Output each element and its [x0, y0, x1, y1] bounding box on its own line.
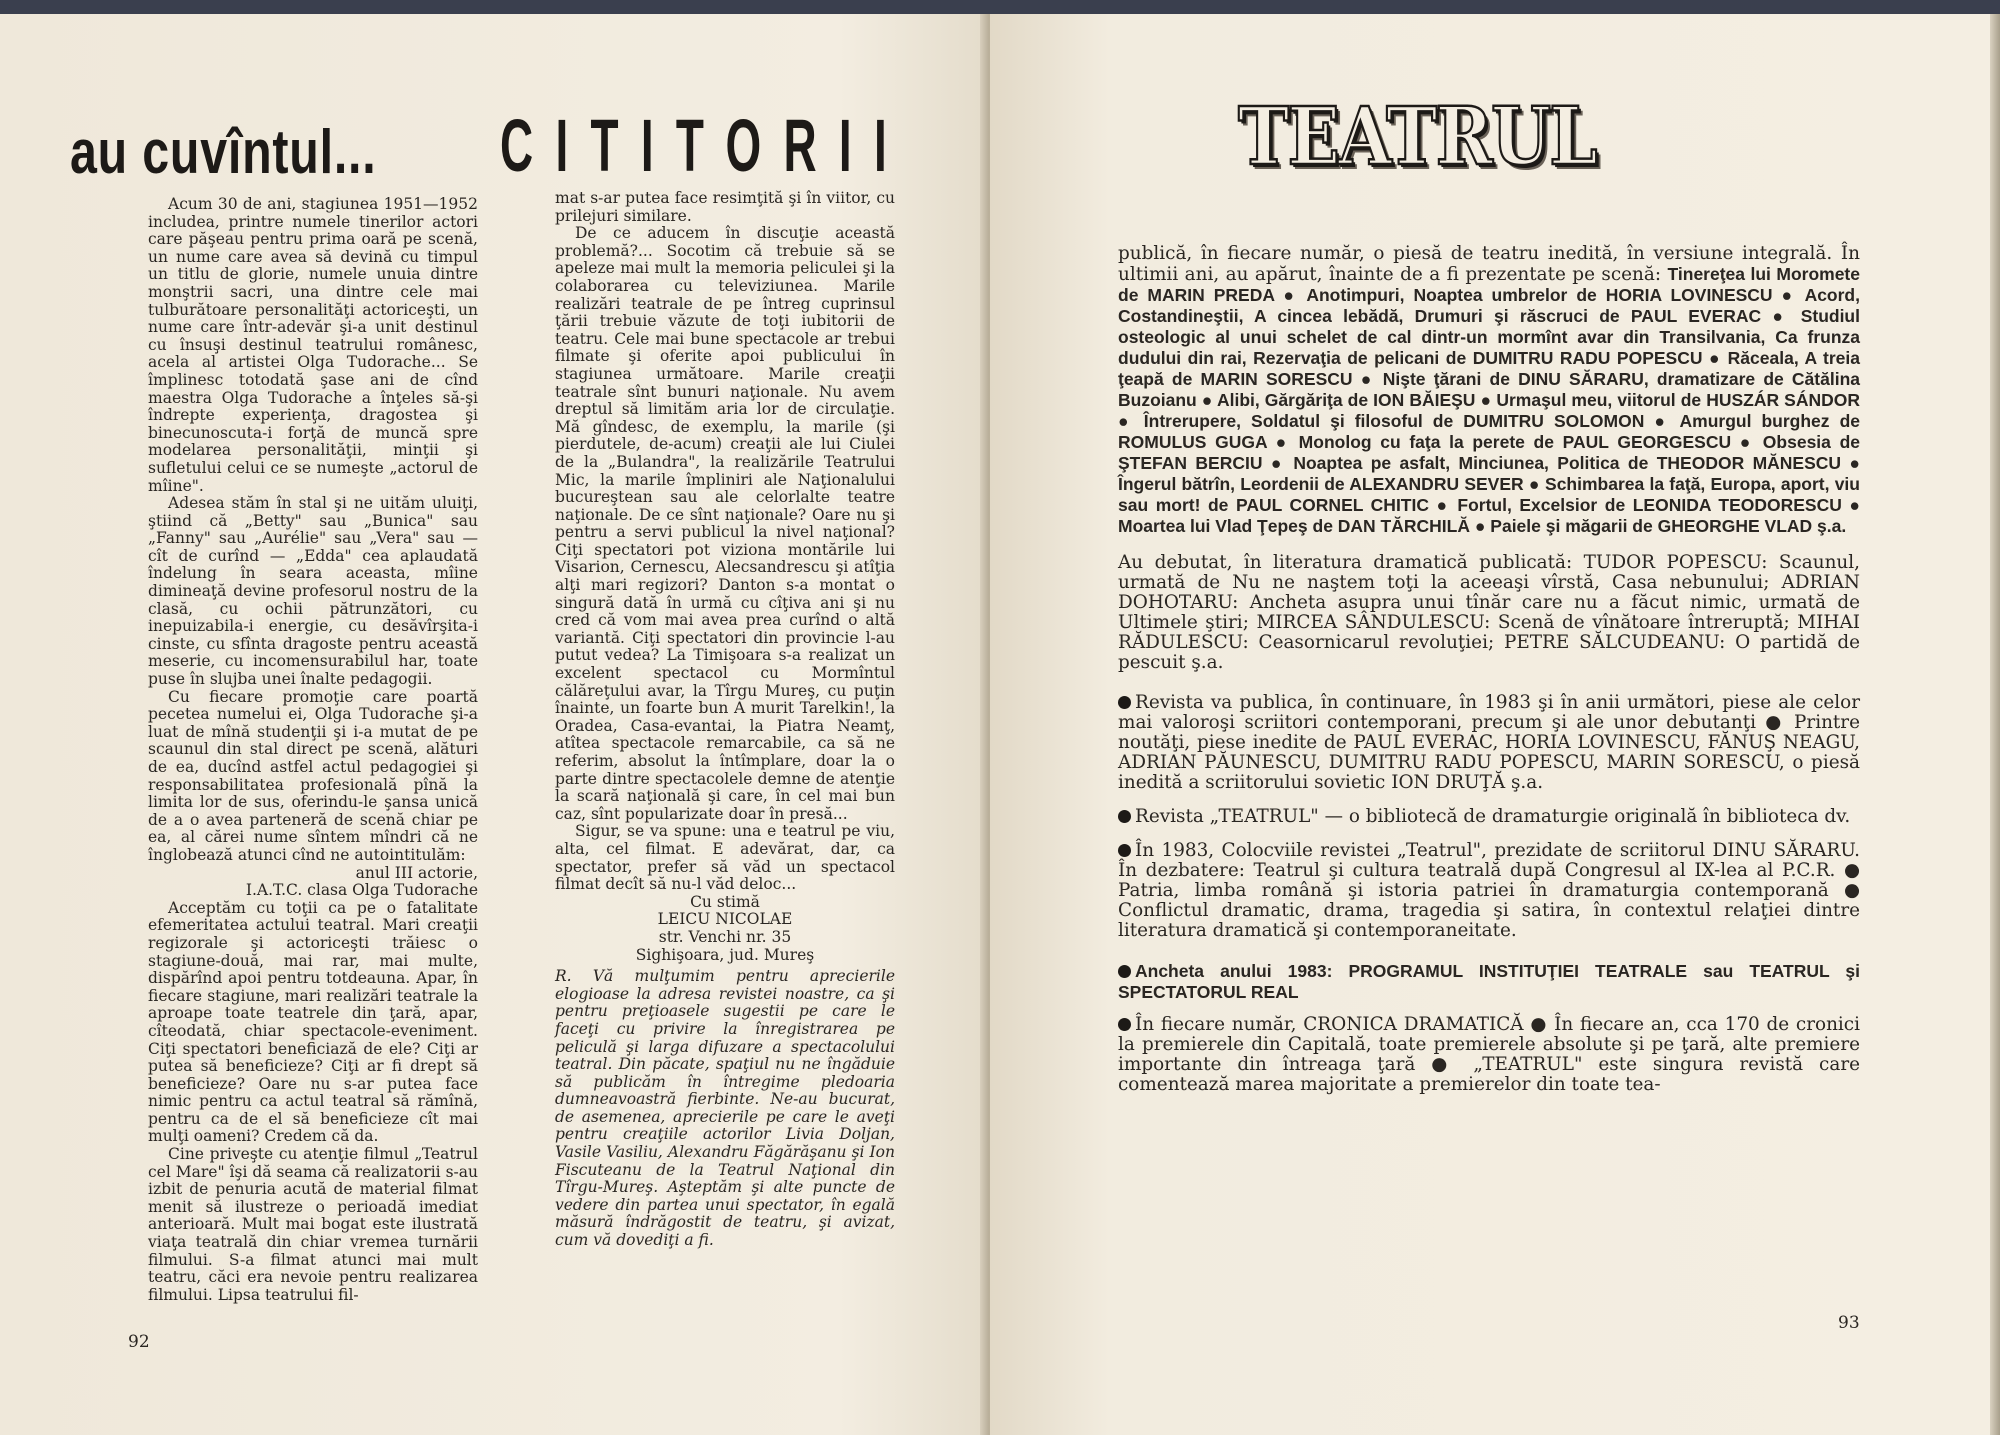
paragraph-future: Revista va publica, în continuare, în 1983 şi în anii următori, piese ale celor mai valoroşi scriitori contemporani, precum şi ale unor debutanţi ● Printre noutăţi, piese inedite de PAUL EVERAC, HORIA LOVINESCU, FĂNUŞ NEAGU, ADRIAN PĂUNESCU, DUMITRU RADU POPESCU, MARIN SORESCU, o piesă inedită a scriitorului sovietic ION DRUŢĂ ş.a. [1118, 692, 1860, 793]
editorial-reply: R. Vă mulţumim pentru aprecierile elogioase la adresa revistei noastre, ca şi pentru preţioasele sugestii pe care le faceţi cu privire la înregistrarea pe peliculă şi larga difuzare a spectacolului teatral. Din păcate, spaţiul nu ne îngăduie să publicăm în întregime pledoaria dumneavoastră fierbinte. Ne-au bucurat, de asemenea, aprecierile pe care le aveţi pentru creaţiile actorilor Livia Doljan, Vasile Vasiliu, Alexandru Făgărăşanu şi Ion Fiscuteanu de la Teatrul Naţional din Tîrgu-Mureş. Aşteptăm şi alte puncte de vedere din partea unui spectator, în egală măsură îndrăgostit de teatru, şi avizat, cum vă dovediţi a fi. [555, 967, 895, 1250]
page-edge [1990, 14, 2000, 1435]
paragraph: Adesea stăm în stal şi ne uităm uluiţi, ştiind că „Betty" sau „Bunica" sau „Fanny" sau „Aurélie" sau „Vera" sau — cît de curînd — „Edda" cea aplaudată îndelung în seara aceasta, mîine dimineaţă devine profesorul nostru de la clasă, cu ochii pătrunzători, cu inepuizabila-i energie, cu desăvîrşita-i cinste, cu sfînta dragoste pentru această meserie, cu incomensurabilul har, toate puse în slujba unei înalte pedagogii. [148, 494, 478, 689]
signature-line: anul III actorie, [355, 863, 478, 882]
left-column-1 [148, 196, 478, 1304]
paragraph: Cine priveşte cu atenţie filmul „Teatrul cel Mare" îşi dă seama că realizatorii s-au izbit de penuria acută de material filmat menit să ilustreze o perioadă imediat anterioară. Mult mai bogat este ilustrată viaţa teatrală din chiar vremea turnării filmului. S-a filmat atunci mai mult teatru, căci era nevoie pentru realizarea filmului. Lipsa teatrului fil- [148, 1145, 478, 1304]
page-title: TEATRUL [1238, 89, 1596, 183]
signature-line: str. Venchi nr. 35 [658, 927, 792, 946]
bullet-icon [1118, 844, 1131, 857]
page-number: 93 [1838, 1313, 1860, 1333]
intro-text: publică, în fiecare număr, o piesă de teatru inedită, în versiune integrală. În ultimii ani, au apărut, înainte de a fi prezentate pe scenă: [1118, 243, 1860, 285]
signature-name: LEICU NICOLAE [657, 910, 793, 929]
left-heading [70, 104, 910, 194]
heading-big: CITITORII [500, 104, 910, 187]
paragraph-survey: Ancheta anului 1983: PROGRAMUL INSTITUŢIEI TEATRALE sau TEATRUL şi SPECTATORUL REAL [1118, 961, 1860, 1002]
bullet-icon [1118, 1018, 1131, 1031]
signature-line: I.A.T.C. clasa Olga Tudorache [245, 881, 478, 900]
left-page [0, 14, 988, 1435]
debut-text: Au debutat, în literatura dramatică publicată: TUDOR POPESCU: Scaunul, urmată de Nu ne naştem toţi la aceeaşi vîrstă, Casa nebunului; ADRIAN DOHOTARU: Ancheta asupra unui tînăr care nu a făcut nimic, urmată de Ultimele ştiri; MIRCEA SÂNDULESCU: Scenă de vînătoare întreruptă; MIHAI RĂDULESCU: Ceasornicarul revoluţiei; PETRE SĂLCUDEANU: O partidă de pescuit ş.a. [1118, 552, 1860, 673]
play-list: Tinereţea lui Moromete de MARIN PREDA ● Anotimpuri, Noaptea umbrelor de HORIA LOVINESCU ● Acord, Costandineştii, A cincea lebădă, Drumuri şi răscruci de PAUL EVERAC ● Studiul osteologic al unui schelet de cal dintr-un mormînt avar din Transilvania, Ca frunza dudului din rai, Rezervaţia de pelicani de DUMITRU RADU POPESCU ● Răceala, A treia ţeapă de MARIN SORESCU ● Nişte ţărani de DINU SĂRARU, dramatizare de Cătălina Buzoianu ● Alibi, Gărgăriţa de ION BĂIEŞU ● Urmaşul meu, viitorul de HUSZÁR SÁNDOR ● Întrerupere, Soldatul şi filosoful de DUMITRU SOLOMON ● Amurgul burghez de ROMULUS GUGA ● Monolog cu faţa la perete de PAUL GEORGESCU ● Obsesia de ŞTEFAN BERCIU ● Noaptea pe asfalt, Minciunea, Politica de THEODOR MĂNESCU ● Îngerul bătrîn, Leordenii de ALEXANDRU SEVER ● Schimbarea la faţă, Europa, aport, viu sau mort! de PAUL CORNEL CHITIC ● Fortul, Excelsior de LEONIDA TEODORESCU ● Moartea lui Vlad Ţepeş de DAN TĂRCHILĂ ● Paiele şi măgarii de GHEORGHE VLAD ş.a. [1118, 264, 1860, 536]
heading-small: au cuvîntul... [70, 118, 377, 187]
bullet-icon [1118, 965, 1131, 978]
paragraph-intro [1118, 244, 1860, 537]
page-number: 92 [128, 1332, 150, 1352]
paragraph: Cu fiecare promoţie care poartă pecetea numelui ei, Olga Tudorache şi-a luat de mînă studenţii şi i-a mutat de pe scaunul din stal direct pe scenă, alături de ea, ducînd astfel actul pedagogiei şi responsabilitatea profesională pînă la limita lor de sus, oferindu-le şansa unică de a o avea parteneră de scenă chiar pe ea, al cărei nume sîntem mîndri că ne înglobează atunci cînd ne autointitulăm: [148, 687, 478, 864]
paragraph: Acceptăm cu toţii ca pe o fatalitate efemeritatea actului teatral. Mari creaţii regizorale şi actoriceşti trăiesc o stagiune-două, mai rar, mai multe, dispărînd apoi pentru totdeauna. Apar, în fiecare stagiune, mari realizări teatrale la aproape toate teatrele din ţară, apar, cîteodată, chiar spectacole-eveniment. Ciţi spectatori beneficiază de ele? Ciţi ar putea să beneficieze? Ciţi ar fi drept să beneficieze? Oare nu s-ar putea face nimic pentru ca actul teatral să rămînă, pentru ca de el să beneficieze cît mai mulţi oameni? Credem că da. [148, 898, 478, 1146]
right-text-block [1118, 244, 1860, 1095]
paragraph: Acum 30 de ani, stagiunea 1951—1952 includea, printre numele tinerilor actori care păşeau pentru prima oară pe scenă, un nume care avea să devină cu timpul un titlu de glorie, numele unuia dintre monştrii sacri, una dintre cele mai tulburătoare personalităţi actoriceşti, un nume care într-adevăr şi-a unit destinul cu însuşi destinul teatrului românesc, acela al artistei Olga Tudorache... Se împlinesc totodată şase ani de cînd maestra Olga Tudorache a înţeles să-şi îndrepte experienţa, dragostea şi binecunoscuta-i forţă de muncă spre modelarea personalităţii, minţii şi sufletului celui ce se numeşte „actorul de mîine". [148, 195, 478, 495]
paragraph-debut [1118, 553, 1860, 673]
paragraph: Sigur, se va spune: una e teatrul pe viu, alta, cel filmat. E adevărat, dar, ca spectator, prefer să văd un spectacol filmat decît să nu-l văd deloc... [555, 822, 895, 894]
signature-line: Sighişoara, jud. Mureş [635, 945, 815, 964]
bullet-icon [1118, 810, 1131, 823]
left-column-2 [555, 190, 895, 1250]
paragraph: mat s-ar putea face resimţită şi în viitor, cu prilejuri similare. [555, 189, 895, 225]
paragraph-library: Revista „TEATRUL" — o bibliotecă de dramaturgie originală în biblioteca dv. [1118, 807, 1860, 827]
paragraph-chronicle: În fiecare număr, CRONICA DRAMATICĂ ● În fiecare an, cca 170 de cronici la premierele din Capitală, toate premierele absolute şi pe ţară, alte premiere importante din întreaga ţară ● „TEATRUL" este singura revistă care comentează marea majoritate a premierelor din toate tea- [1118, 1014, 1860, 1095]
paragraph: De ce aducem în discuţie această problemă?... Socotim că trebuie să se apeleze mai mult la memoria peliculei şi la colaborarea cu televiziunea. Marile realizări teatrale de pe întreg cuprinsul ţării trebuie văzute de toţi iubitorii de teatru. Cele mai bune spectacole ar trebui filmate şi oferite apoi publicului în stagiunea următoare. Marile creaţii teatrale sînt bunuri naţionale. Nu avem dreptul să limităm aria lor de circulaţie. Mă gîndesc, de exemplu, la marile (şi pierdutele, de-acum) creaţii ale lui Ciulei de la „Bulandra", la realizările Teatrului Mic, la marile împliniri ale Naţionalului bucureştean sau ale celorlalte teatre naţionale. De ce sînt naţionale? Oare nu şi pentru a servi publicul la nivel naţional? Ciţi spectatori pot viziona montările lui Visarion, Cernescu, Alecsandrescu şi atîţia alţi mari regizori? Danton s-a montat o singură dată în urmă cu cîţiva ani şi nu cred că vom mai avea prea curînd o altă variantă. Ciţi spectatori din provincie l-au putut vedea? La Timişoara s-a realizat un excelent spectacol cu Mormîntul călăreţului avar, la Tîrgu Mureş, cu puţin înainte, un foarte bun A murit Tarelkin!, la Oradea, Casa-evantai, la Piatra Neamţ, atîtea spectacole remarcabile, ca să ne referim, absolut la întîmplare, doar la o parte dintre spectacolele demne de atenţie la scară naţională şi care, în cel mai bun caz, sînt popularizate doar în presă... [555, 224, 895, 823]
signature-line: Cu stimă [690, 892, 760, 911]
paragraph-colloquia: În 1983, Colocviile revistei „Teatrul", prezidate de scriitorul DINU SĂRARU. În dezbatere: Teatrul şi cultura teatrală după Congresul al IX-lea al P.C.R. ● Patria, limba română şi istoria patriei în dramaturgia contemporană ● Conflictul dramatic, drama, tragedia şi satira, în contextul relaţiei dintre literatura dramatică şi contemporaneitate. [1118, 840, 1860, 941]
bullet-icon [1118, 696, 1131, 709]
